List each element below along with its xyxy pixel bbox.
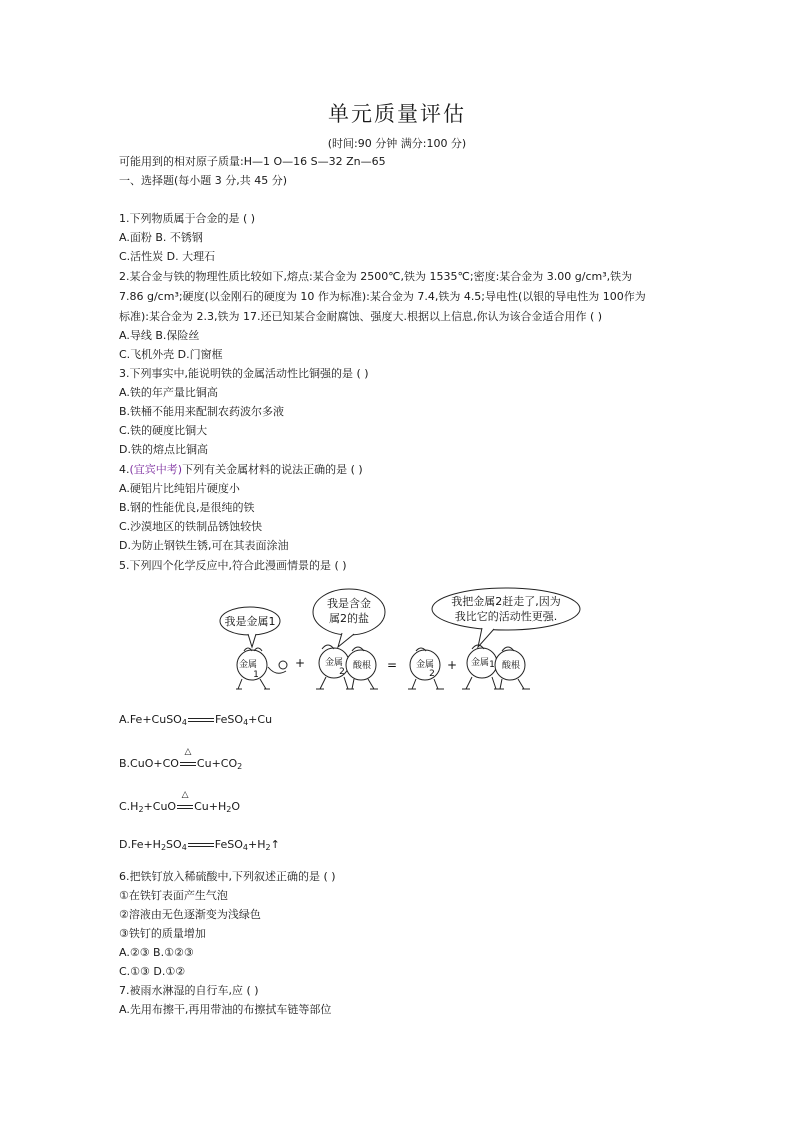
question-2-options-ab: A.导线 B.保险丝 [119,329,200,342]
acid-label: 酸根 [501,661,521,671]
question-4-option-a: A.硬铝片比纯铝片硬度小 [119,482,240,495]
legs [236,679,270,689]
question-5-option-a: A.Fe+CuSO$_4$ FeSO$_4$+Cu [119,713,273,727]
question-6-statement: ①在铁钉表面产生气泡 [119,889,228,902]
heating-symbol: △ [181,790,189,800]
question-3-option-c: C.铁的硬度比铜大 [119,424,208,437]
exam-time-score: (时间:90 分钟 满分:100 分) [327,137,467,150]
question-6-options-ab: A.②③ B.①②③ [119,946,194,959]
speech-bubble-tail [338,633,354,647]
question-2-line: 2.某合金与铁的物理性质比较如下,熔点:某合金为 2500℃,铁为 1535℃;密度:某合金为 3.00 g/cm³,铁为 [119,270,633,283]
heating-equals-bar [179,747,197,771]
small-circle [279,661,287,669]
question-7-option-a: A.先用布擦干,再用带油的布擦拭车链等部位 [119,1003,332,1016]
question-4-option-d: D.为防止钢铁生锈,可在其表面涂油 [119,539,289,552]
question-2-line: 7.86 g/cm³;硬度(以金刚石的硬度为 10 作为标准):某合金为 7.4,铁为 4.5;导电性(以银的导电性为 100作为 [119,290,646,303]
page-title: 单元质量评估 [328,102,466,126]
question-3-option-d: D.铁的熔点比铜高 [119,443,208,456]
question-2-line: 标准):某合金为 2.3,铁为 17.还已知某合金耐腐蚀、强度大.根据以上信息,你认为该合金适合用作 ( ) [119,310,603,323]
heating-equals-bar [176,790,194,814]
question-7-stem: 7.被雨水淋湿的自行车,应 ( ) [119,984,259,997]
heating-symbol: △ [184,747,192,757]
plus-sign: + [446,658,458,672]
question-1-stem: 1.下列物质属于合金的是 ( ) [119,212,256,225]
metal-number: 2 [429,669,435,679]
atomic-masses: 可能用到的相对原子质量:H—1 O—16 S—32 Zn—65 [119,155,386,168]
question-6-statement: ②溶液由无色逐渐变为浅绿色 [119,908,261,921]
question-3-option-a: A.铁的年产量比铜高 [119,386,218,399]
question-6-options-cd: C.①③ D.①② [119,965,186,978]
equals-bar [187,713,215,727]
question-3-stem: 3.下列事实中,能说明铁的金属活动性比铜强的是 ( ) [119,367,369,380]
plus-sign: + [294,656,306,670]
question-6-stem: 6.把铁钉放入稀硫酸中,下列叙述正确的是 ( ) [119,870,336,883]
equals-sign: = [386,658,398,672]
metal-label: 金属 [415,660,435,670]
question-5-option-c: $C.H_2+CuO$ △ $Cu+H_2O$ [119,790,240,814]
question-6-statement: ③铁钉的质量增加 [119,927,206,940]
source-tag: (宜宾中考) [129,463,183,476]
bubble-3-text: 我把金属2赶走了,因为 [451,595,561,608]
bubble-3-text: 我比它的活动性更强. [454,610,558,623]
section-heading: 一、选择题(每小题 3 分,共 45 分) [119,174,288,187]
question-4-option-c: C.沙漠地区的铁制品锈蚀较快 [119,520,263,533]
question-4-stem [119,463,363,477]
bubble-2-text: 我是含金 [327,597,371,610]
bubble-2-text: 属2的盐 [329,612,369,625]
equals-bar [187,838,215,852]
metal-label: 金属 [238,660,258,670]
acid-label: 酸根 [352,661,372,671]
speech-bubble-tail [478,628,494,647]
question-5-option-d: $D.Fe+H_2SO_4$ $FeSO_4+H_2↑$ [119,838,280,852]
question-2-options-cd: C.飞机外壳 D.门窗框 [119,348,223,361]
question-4-option-b: B.钢的性能优良,是很纯的铁 [119,501,255,514]
question-1-options-cd: C.活性炭 D. 大理石 [119,250,216,263]
question-3-option-b: B.铁桶不能用来配制农药波尔多液 [119,405,285,418]
speech-bubble-tail [248,634,256,647]
question-1-options-ab: A.面粉 B. 不锈钢 [119,231,203,244]
question-text: 下列有关金属材料的说法正确的是 ( ) [182,463,363,476]
question-5-option-b: B.CuO+CO △ $Cu+CO_2$ [119,747,243,771]
metal-number: 1 [489,660,495,670]
metal-label: 金属 [470,658,490,668]
metal-number: 2 [339,667,345,677]
metal-number: 1 [253,670,259,680]
question-5-stem: 5.下列四个化学反应中,符合此漫画情景的是 ( ) [119,559,347,572]
metal-label: 金属 [324,658,344,668]
metal-displacement-cartoon [212,585,582,700]
question-number: 4. [119,463,130,476]
bubble-1-text: 我是金属1 [224,615,276,628]
